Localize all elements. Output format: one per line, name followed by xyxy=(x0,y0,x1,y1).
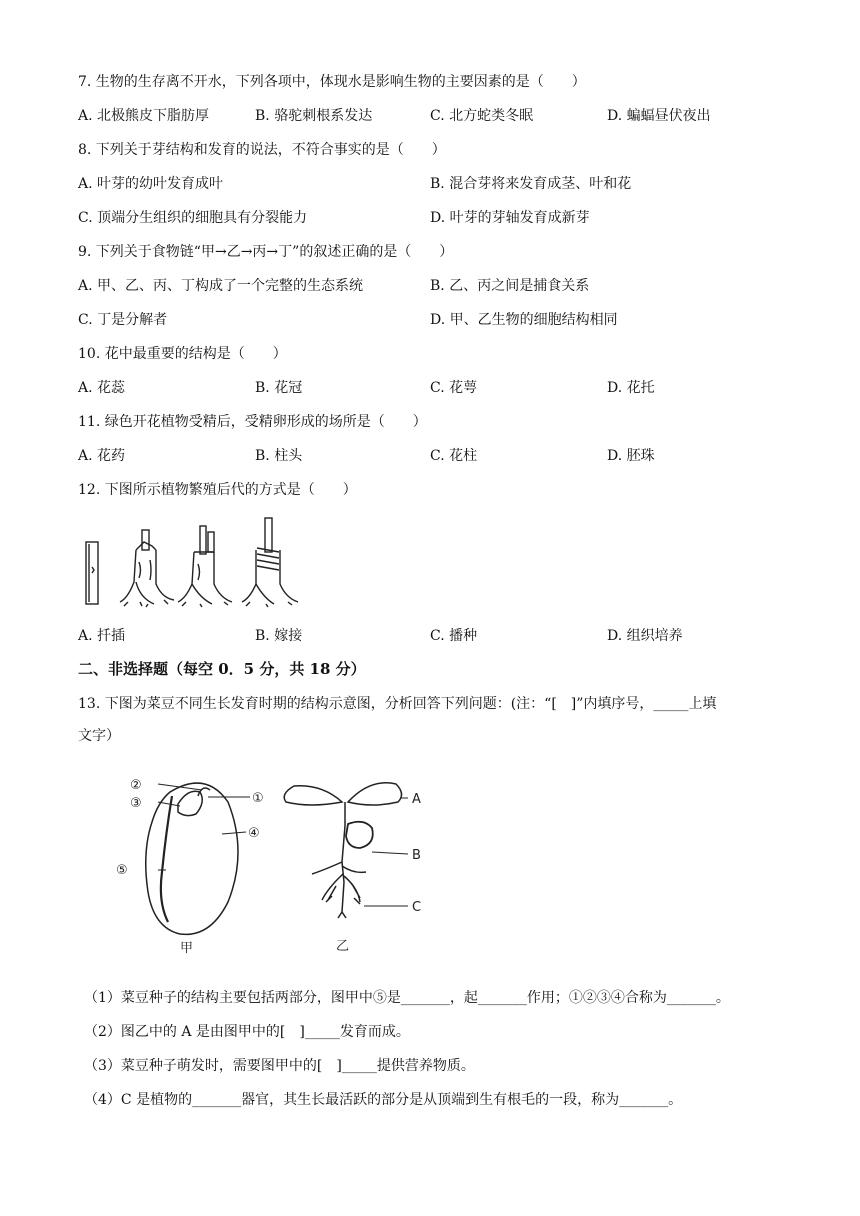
q13-stem-line1: 13. 下图为菜豆不同生长发育时期的结构示意图，分析回答下列问题：(注：“[ ]”内填序号，_____上填 xyxy=(78,696,717,712)
q8-option-c: C. 顶端分生组织的细胞具有分裂能力 xyxy=(78,210,308,226)
q7-option-c: C. 北方蛇类冬眠 xyxy=(430,108,534,124)
bean-seed-sketch xyxy=(146,783,250,934)
q12-figure xyxy=(76,512,306,612)
seed-label-5: ⑤ xyxy=(116,863,128,878)
q13-stem-line2: 文字） xyxy=(78,728,120,744)
q12-stem: 12. 下图所示植物繁殖后代的方式是（ ） xyxy=(78,482,357,498)
seed-label-1: ① xyxy=(252,791,264,806)
seedling-label-c: C xyxy=(412,900,422,915)
seedling-caption: 乙 xyxy=(336,939,350,954)
seedling-label-a: A xyxy=(412,792,421,807)
q13-sub-1: （1）菜豆种子的结构主要包括两部分，图甲中⑤是_______，起_______作用；①②③④合称为_______。 xyxy=(84,990,730,1006)
q13-sub-3: （3）菜豆种子萌发时，需要图甲中的[ ]_____提供营养物质。 xyxy=(84,1058,475,1074)
q13-figure xyxy=(110,762,450,962)
q8-option-a: A. 叶芽的幼叶发育成叶 xyxy=(78,176,224,192)
q7-option-d: D. 蝙蝠昼伏夜出 xyxy=(607,108,711,124)
bean-seedling-sketch xyxy=(284,783,408,918)
q10-option-c: C. 花萼 xyxy=(430,380,478,396)
q11-option-a: A. 花药 xyxy=(78,448,126,464)
seed-caption: 甲 xyxy=(180,941,194,956)
q10-option-d: D. 花托 xyxy=(607,380,655,396)
seedling-label-b: B xyxy=(412,848,421,863)
q9-option-c: C. 丁是分解者 xyxy=(78,312,168,328)
q9-option-d: D. 甲、乙生物的细胞结构相同 xyxy=(430,312,618,328)
q11-option-d: D. 胚珠 xyxy=(607,448,655,464)
q8-option-b: B. 混合芽将来发育成茎、叶和花 xyxy=(430,176,632,192)
q13-sub-4: （4）C 是植物的_______器官，其生长最活跃的部分是从顶端到生有根毛的一段，称为_______。 xyxy=(84,1092,683,1108)
q7-option-a: A. 北极熊皮下脂肪厚 xyxy=(78,108,210,124)
q9-option-a: A. 甲、乙、丙、丁构成了一个完整的生态系统 xyxy=(78,278,364,294)
q10-option-b: B. 花冠 xyxy=(255,380,303,396)
stump-sketch-1 xyxy=(120,530,174,607)
q11-option-c: C. 花柱 xyxy=(430,448,478,464)
q7-option-b: B. 骆驼刺根系发达 xyxy=(255,108,373,124)
q13-sub-2: （2）图乙中的 A 是由图甲中的[ ]_____发育而成。 xyxy=(84,1024,410,1040)
q10-stem: 10. 花中最重要的结构是（ ） xyxy=(78,346,287,362)
seed-label-2: ② xyxy=(130,778,142,793)
q11-option-b: B. 柱头 xyxy=(255,448,303,464)
q7-stem: 7. 生物的生存离不开水，下列各项中，体现水是影响生物的主要因素的是（ ） xyxy=(78,74,586,90)
q12-option-d: D. 组织培养 xyxy=(607,628,683,644)
q11-stem: 11. 绿色开花植物受精后，受精卵形成的场所是（ ） xyxy=(78,414,427,430)
q12-option-a: A. 扦插 xyxy=(78,628,126,644)
seed-label-3: ③ xyxy=(130,796,142,811)
q8-stem: 8. 下列关于芽结构和发育的说法，不符合事实的是（ ） xyxy=(78,142,446,158)
q12-option-b: B. 嫁接 xyxy=(255,628,303,644)
stump-sketch-3 xyxy=(242,518,298,607)
q12-option-c: C. 播种 xyxy=(430,628,478,644)
q9-stem: 9. 下列关于食物链“甲→乙→丙→丁”的叙述正确的是（ ） xyxy=(78,244,454,260)
seed-label-4: ④ xyxy=(248,826,260,841)
q10-option-a: A. 花蕊 xyxy=(78,380,126,396)
stump-sketch-2 xyxy=(178,526,232,607)
q9-option-b: B. 乙、丙之间是捕食关系 xyxy=(430,278,590,294)
section2-title: 二、非选择题（每空 0．5 分，共 18 分） xyxy=(78,660,366,678)
q8-option-d: D. 叶芽的芽轴发育成新芽 xyxy=(430,210,590,226)
cutting-sketch xyxy=(86,542,98,604)
